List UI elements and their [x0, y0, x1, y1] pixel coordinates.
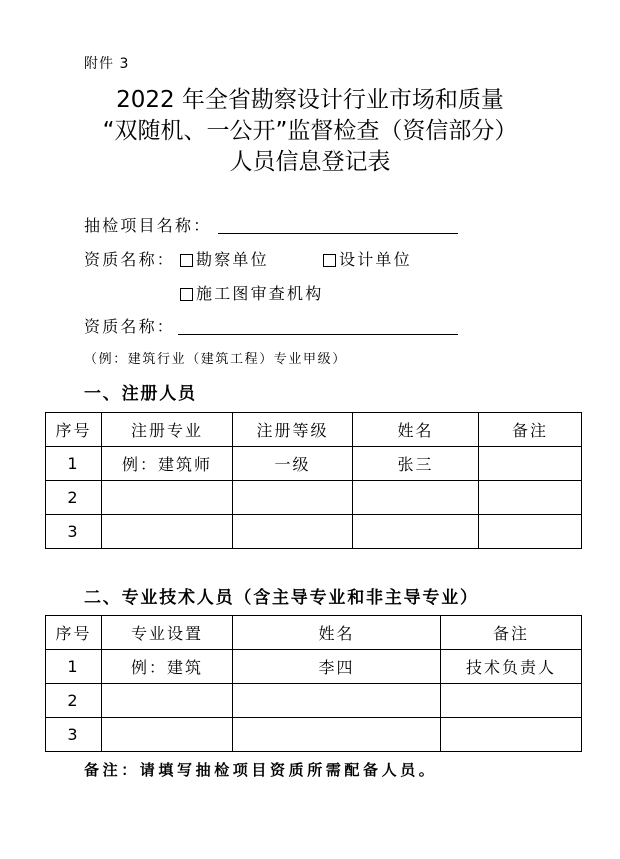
table-cell: 3 — [46, 515, 102, 549]
table-cell — [441, 718, 582, 752]
table-cell — [479, 481, 582, 515]
column-header: 注册专业 — [102, 413, 233, 447]
checkbox-empty-icon[interactable] — [323, 254, 336, 267]
qualification-name-label: 资质名称： — [84, 317, 176, 336]
qualification-example: （例：建筑行业（建筑工程）专业甲级） — [84, 352, 347, 367]
option-drawing-review-agency[interactable] — [180, 283, 323, 305]
option-label: 勘察单位 — [196, 250, 269, 269]
table-cell: 2 — [46, 481, 102, 515]
table-cell — [353, 481, 479, 515]
option-survey-unit[interactable] — [180, 249, 269, 271]
table-cell: 技术负责人 — [441, 650, 582, 684]
table-row — [46, 481, 582, 515]
column-header: 序号 — [46, 413, 102, 447]
table-cell: 2 — [46, 684, 102, 718]
table-cell: 张三 — [353, 447, 479, 481]
table-row — [46, 650, 582, 684]
technical-personnel-table — [45, 615, 582, 752]
table-cell: 例：建筑 — [102, 650, 233, 684]
table-row — [46, 515, 582, 549]
project-name-field[interactable] — [218, 233, 458, 234]
column-header: 姓名 — [233, 616, 441, 650]
project-name-label: 抽检项目名称： — [84, 216, 212, 235]
table-row — [46, 447, 582, 481]
table-row — [46, 718, 582, 752]
table-cell: 3 — [46, 718, 102, 752]
table-row — [46, 684, 582, 718]
column-header: 备注 — [441, 616, 582, 650]
table-header-row — [46, 413, 582, 447]
option-design-unit[interactable] — [323, 249, 412, 271]
table-cell: 1 — [46, 447, 102, 481]
table-cell — [353, 515, 479, 549]
table-cell — [441, 684, 582, 718]
table-cell — [479, 515, 582, 549]
checkbox-empty-icon[interactable] — [180, 254, 193, 267]
table-cell — [233, 684, 441, 718]
option-label: 施工图审查机构 — [196, 284, 324, 303]
qualification-name-field[interactable] — [178, 334, 458, 335]
table-cell — [233, 718, 441, 752]
column-header: 序号 — [46, 616, 102, 650]
title-line-1: 2022 年全省勘察设计行业市场和质量 — [116, 87, 504, 113]
table-cell: 1 — [46, 650, 102, 684]
footnote: 备注：请填写抽检项目资质所需配备人员。 — [84, 761, 438, 779]
option-label: 设计单位 — [339, 250, 412, 269]
checkbox-empty-icon[interactable] — [180, 288, 193, 301]
table-cell — [102, 718, 233, 752]
table-cell: 一级 — [233, 447, 353, 481]
table-cell — [102, 515, 233, 549]
table-cell: 李四 — [233, 650, 441, 684]
table-cell — [233, 481, 353, 515]
registered-personnel-table — [45, 412, 582, 549]
column-header: 专业设置 — [102, 616, 233, 650]
table-header-row — [46, 616, 582, 650]
column-header: 注册等级 — [233, 413, 353, 447]
attachment-label: 附件 3 — [84, 56, 130, 72]
table-cell: 例：建筑师 — [102, 447, 233, 481]
section-heading-registered: 一、注册人员 — [84, 384, 197, 404]
table-cell — [102, 684, 233, 718]
title-line-2: “双随机、一公开”监督检查（资信部分） — [102, 118, 518, 144]
table-cell — [479, 447, 582, 481]
title-line-3: 人员信息登记表 — [229, 149, 391, 175]
column-header: 姓名 — [353, 413, 479, 447]
column-header: 备注 — [479, 413, 582, 447]
qualification-type-label: 资质名称： — [84, 250, 176, 269]
section-heading-technical: 二、专业技术人员（含主导专业和非主导专业） — [84, 588, 479, 608]
table-cell — [233, 515, 353, 549]
table-cell — [102, 481, 233, 515]
